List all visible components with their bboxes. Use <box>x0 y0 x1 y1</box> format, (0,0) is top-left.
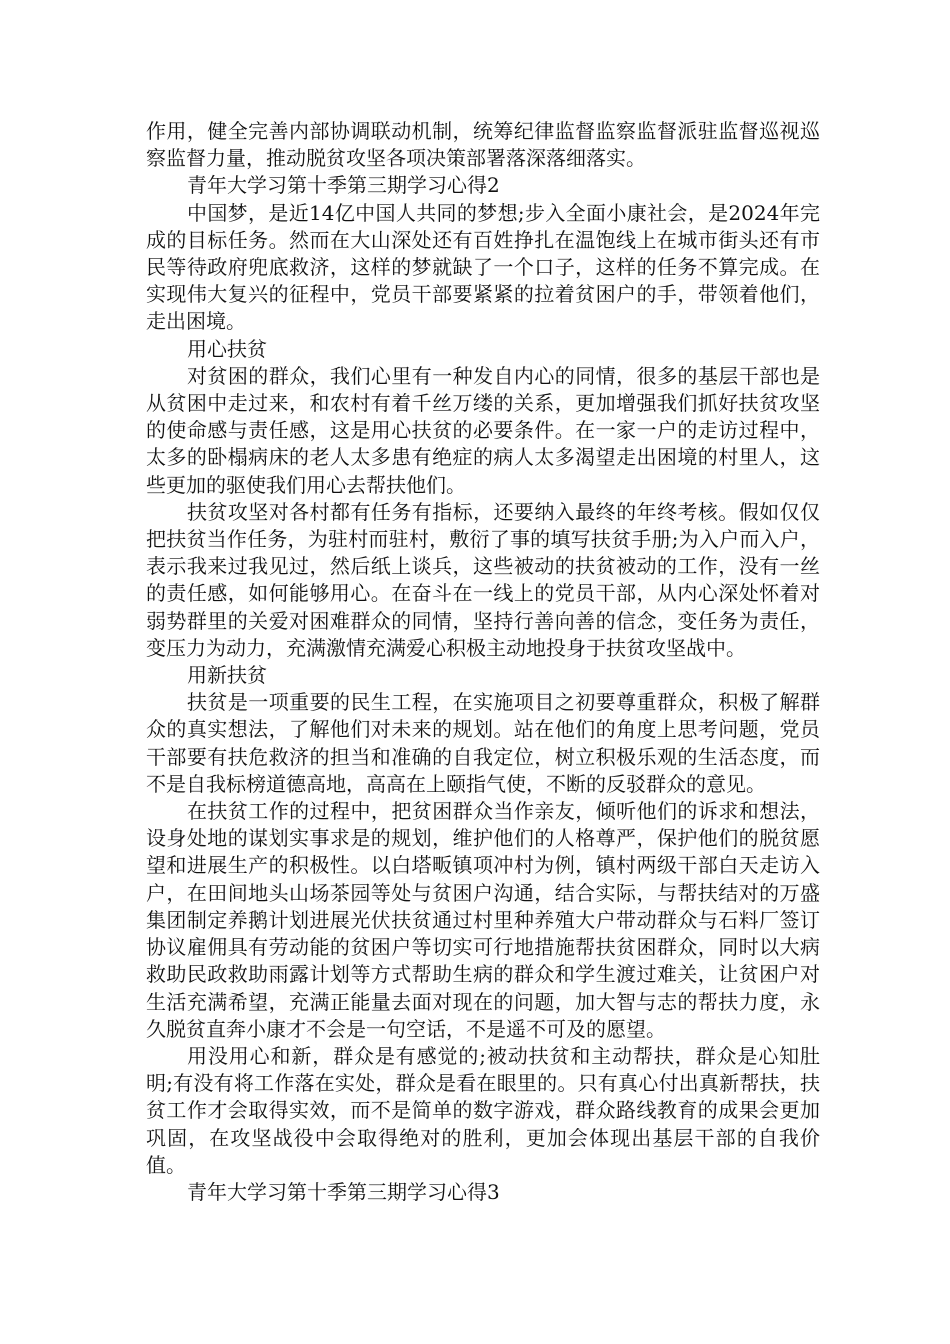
paragraph-continuation: 作用，健全完善内部协调联动机制，统筹纪律监督监察监督派驻监督巡视巡察监督力量，推动脱贫攻坚各项决策部署落深落细落实。 <box>146 119 820 171</box>
document-body <box>146 118 820 1206</box>
paragraph: 用没用心和新，群众是有感觉的;被动扶贫和主动帮扶，群众是心知肚明;有没有将工作落在实处，群众是看在眼里的。只有真心付出真新帮扶，扶贫工作才会取得实效，而不是简单的数字游戏，群众路线教育的成果会更加巩固，在攻坚战役中会取得绝对的胜利，更加会体现出基层干部的自我价值。 <box>146 1043 820 1177</box>
subheading-yongxin: 用心扶贫 <box>187 336 267 361</box>
section-title-2: 青年大学习第十季第三期学习心得2 <box>187 173 500 198</box>
paragraph: 扶贫是一项重要的民生工程，在实施项目之初要尊重群众，积极了解群众的真实想法，了解他们对未来的规划。站在他们的角度上思考问题，党员干部要有扶危救济的担当和准确的自我定位，树立积极乐观的生活态度，而不是自我标榜道德高地，高高在上颐指气使，不断的反驳群众的意见。 <box>146 690 820 796</box>
paragraph: 扶贫攻坚对各村都有任务有指标，还要纳入最终的年终考核。假如仅仅把扶贫当作任务，为驻村而驻村，敷衍了事的填写扶贫手册;为入户而入户，表示我来过我见过，然后纸上谈兵，这些被动的扶贫被动的工作，没有一丝的责任感，如何能够用心。在奋斗在一线上的党员干部，从内心深处怀着对弱势群里的关爱对困难群众的同情，坚持行善向善的信念，变任务为责任，变压力为动力，充满激情充满爱心积极主动地投身于扶贫攻坚战中。 <box>146 499 820 660</box>
subheading-yongxin-new: 用新扶贫 <box>187 663 267 688</box>
section-title-3: 青年大学习第十季第三期学习心得3 <box>187 1179 500 1204</box>
paragraph: 中国梦，是近14亿中国人共同的梦想;步入全面小康社会，是2024年完成的目标任务。然而在大山深处还有百姓挣扎在温饱线上在城市街头还有市民等待政府兜底救济，这样的梦就缺了一个口子，这样的任务不算完成。在实现伟大复兴的征程中，党员干部要紧紧的拉着贫困户的手，带领着他们，走出困境。 <box>146 200 820 334</box>
paragraph: 在扶贫工作的过程中，把贫困群众当作亲友，倾听他们的诉求和想法，设身处地的谋划实事求是的规划，维护他们的人格尊严，保护他们的脱贫愿望和进展生产的积极性。以白塔畈镇项冲村为例，镇村两级干部白天走访入户，在田间地头山场茶园等处与贫困户沟通，结合实际，与帮扶结对的万盛集团制定养鹅计划进展光伏扶贫通过村里种养殖大户带动群众与石料厂签订协议雇佣具有劳动能的贫困户等切实可行地措施帮扶贫困群众，同时以大病救助民政救助雨露计划等方式帮助生病的群众和学生渡过难关，让贫困户对生活充满希望，充满正能量去面对现在的问题，加大智与志的帮扶力度，永久脱贫直奔小康才不会是一句空话，不是遥不可及的愿望。 <box>146 799 820 1041</box>
paragraph: 对贫困的群众，我们心里有一种发自内心的同情，很多的基层干部也是从贫困中走过来，和农村有着千丝万缕的关系，更加增强我们抓好扶贫攻坚的使命感与责任感，这是用心扶贫的必要条件。在一家一户的走访过程中，太多的卧榻病床的老人太多患有绝症的病人太多渴望走出困境的村里人，这些更加的驱使我们用心去帮扶他们。 <box>146 363 820 497</box>
